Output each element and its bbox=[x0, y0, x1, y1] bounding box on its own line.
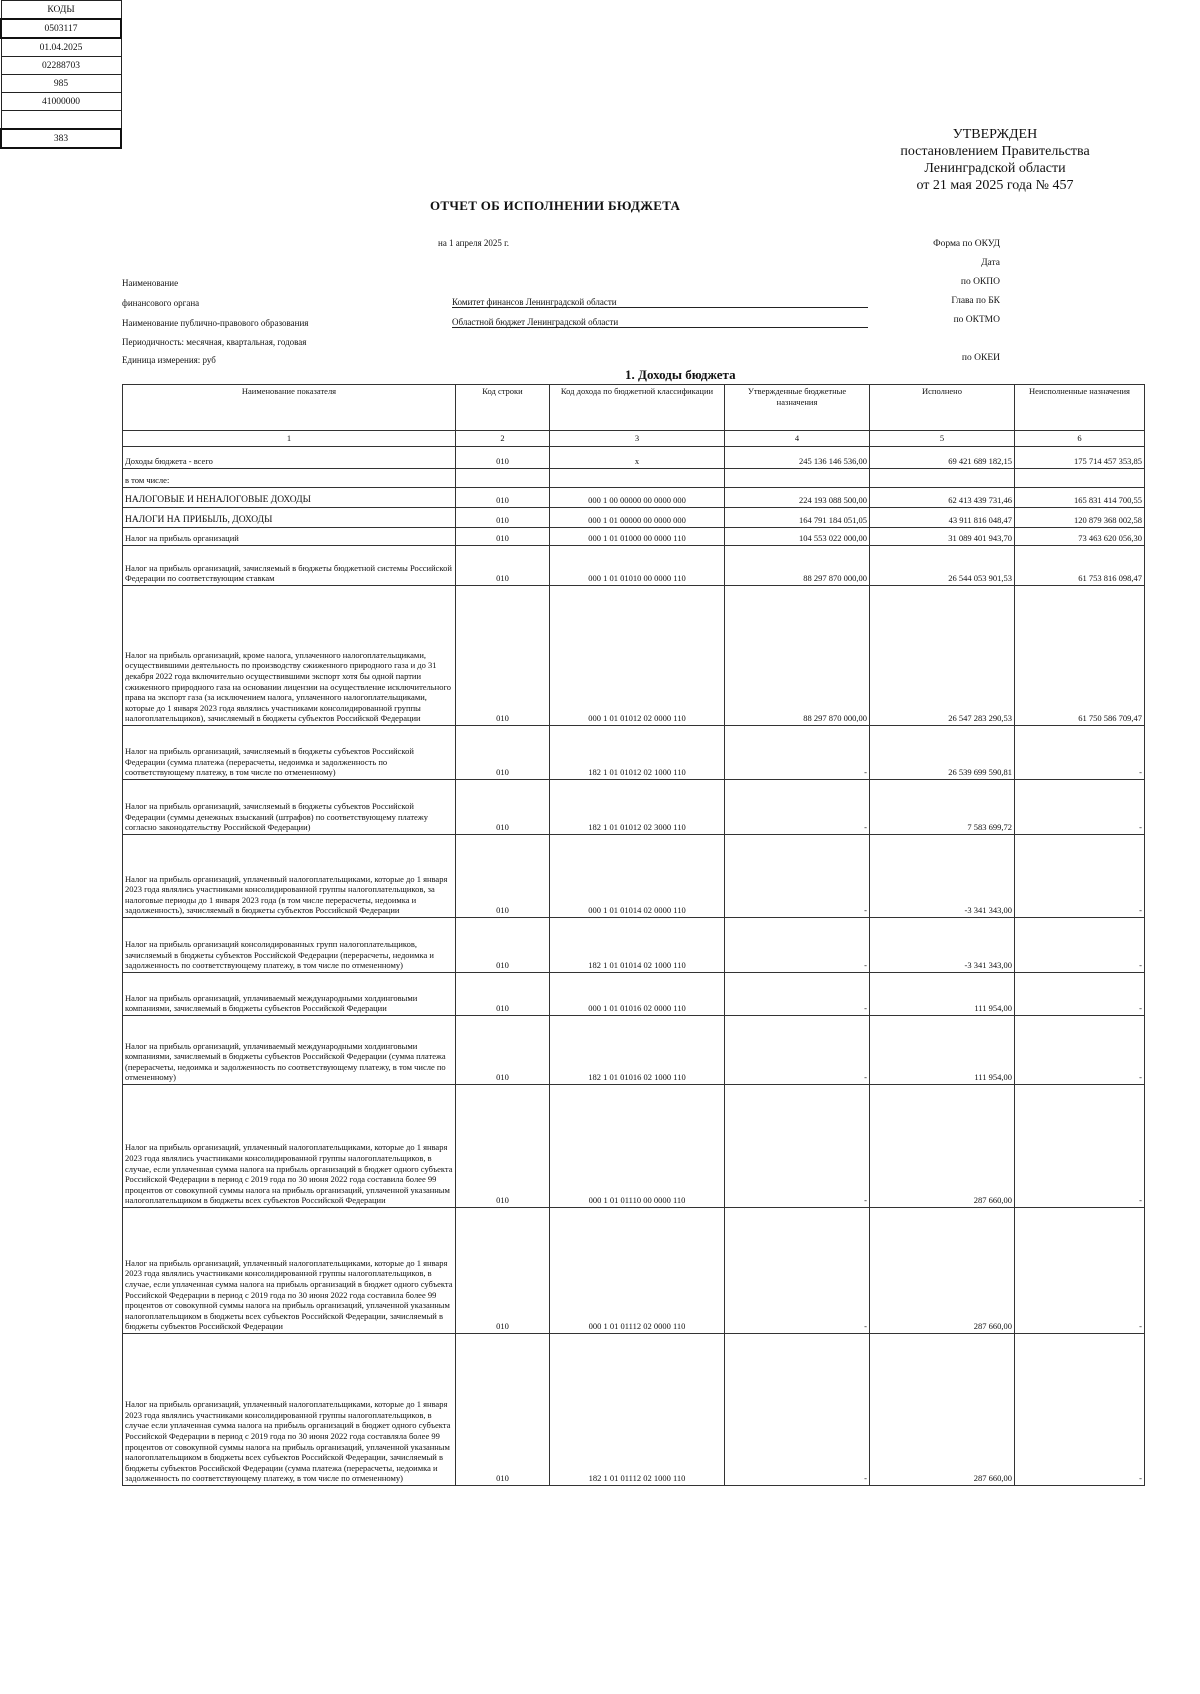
code-label-oktmo: по ОКТМО bbox=[953, 315, 1000, 325]
table-row bbox=[123, 447, 1145, 469]
row-budget-code: 182 1 01 01014 02 1000 110 bbox=[550, 918, 725, 973]
row-name: Налог на прибыль организаций, уплаченный налогоплательщиками, которые до 1 января 2023 года являлись участниками консолидированной группы налогоплательщиков, за налоговые периоды до 1 января 2023 года (в том числе перерасчеты, недоимка и задолженность), зачисляемый в бюджеты субъектов Российской Федерации bbox=[123, 835, 456, 918]
code-label-okei: по ОКЕИ bbox=[961, 353, 1000, 363]
row-unexecuted: - bbox=[1015, 780, 1145, 835]
row-unexecuted: 61 750 586 709,47 bbox=[1015, 586, 1145, 726]
row-executed: -3 341 343,00 bbox=[870, 918, 1015, 973]
row-unexecuted: 73 463 620 056,30 bbox=[1015, 528, 1145, 546]
row-executed: 111 954,00 bbox=[870, 1016, 1015, 1085]
row-executed: 287 660,00 bbox=[870, 1208, 1015, 1334]
row-name: Налог на прибыль организаций, уплачиваемый международными холдинговыми компаниями, зачисляемый в бюджеты субъектов Российской Федерации (сумма платежа (перерасчеты, недоимка и задолженность по соответствующему платежу, в том числе по отмененному) bbox=[123, 1016, 456, 1085]
row-unexecuted: 175 714 457 353,85 bbox=[1015, 447, 1145, 469]
row-approved: 245 136 146 536,00 bbox=[725, 447, 870, 469]
approval-line-1: УТВЕРЖДЕН bbox=[952, 127, 1038, 142]
row-line-code: 010 bbox=[456, 835, 550, 918]
row-name: Налог на прибыль организаций bbox=[123, 528, 456, 546]
name-label-1: Наименование bbox=[122, 278, 179, 288]
row-line-code: 010 bbox=[456, 546, 550, 586]
row-line-code: 010 bbox=[456, 508, 550, 528]
row-line-code: 010 bbox=[456, 918, 550, 973]
col-number: 2 bbox=[456, 431, 550, 447]
col-header-line: Код строки bbox=[456, 385, 550, 431]
row-unexecuted: - bbox=[1015, 835, 1145, 918]
row-line-code: 010 bbox=[456, 973, 550, 1016]
row-name: Налог на прибыль организаций, уплачиваемый международными холдинговыми компаниями, зачисляемый в бюджеты субъектов Российской Федерации bbox=[123, 973, 456, 1016]
row-budget-code: 000 1 01 00000 00 0000 000 bbox=[550, 508, 725, 528]
row-budget-code: x bbox=[550, 447, 725, 469]
row-line-code: 010 bbox=[456, 780, 550, 835]
table-row bbox=[123, 973, 1145, 1016]
approval-line-2: постановлением Правительства bbox=[900, 144, 1090, 159]
table-row bbox=[123, 1334, 1145, 1486]
row-name: Доходы бюджета - всего bbox=[123, 447, 456, 469]
table-row bbox=[123, 1016, 1145, 1085]
table-row bbox=[123, 835, 1145, 918]
table-row bbox=[123, 1085, 1145, 1208]
row-executed bbox=[870, 469, 1015, 488]
row-budget-code: 182 1 01 01012 02 1000 110 bbox=[550, 726, 725, 780]
row-line-code: 010 bbox=[456, 1208, 550, 1334]
row-executed: 26 544 053 901,53 bbox=[870, 546, 1015, 586]
row-name: в том числе: bbox=[123, 469, 456, 488]
row-unexecuted: - bbox=[1015, 973, 1145, 1016]
row-name: Налог на прибыль организаций, уплаченный налогоплательщиками, которые до 1 января 2023 года являлись участниками консолидированной группы налогоплательщиков, в случае, если уплаченная сумма налога на прибыль организаций в бюджет одного субъекта Российской Федерации в период с 2019 года по 30 июня 2022 года составила более 99 процентов от совокупной суммы налога на прибыль организаций, уплаченной указанным налогоплательщиком в бюджеты всех субъектов Российской Федерации bbox=[123, 1085, 456, 1208]
row-executed: 287 660,00 bbox=[870, 1085, 1015, 1208]
col-number: 5 bbox=[870, 431, 1015, 447]
table-row bbox=[123, 918, 1145, 973]
code-okpo: 02288703 bbox=[1, 57, 121, 75]
table-row bbox=[123, 1208, 1145, 1334]
approval-line-4: от 21 мая 2025 года № 457 bbox=[916, 178, 1074, 193]
col-header-code: Код дохода по бюджетной классификации bbox=[550, 385, 725, 431]
table-row bbox=[123, 780, 1145, 835]
col-number: 4 bbox=[725, 431, 870, 447]
row-approved: - bbox=[725, 1016, 870, 1085]
code-label-date: Дата bbox=[981, 258, 1000, 268]
unit-of-measure: Единица измерения: руб bbox=[122, 355, 216, 365]
row-line-code: 010 bbox=[456, 1085, 550, 1208]
row-unexecuted: - bbox=[1015, 726, 1145, 780]
row-approved: 224 193 088 500,00 bbox=[725, 488, 870, 508]
section-title: 1. Доходы бюджета bbox=[625, 367, 736, 382]
row-budget-code: 000 1 01 01012 02 0000 110 bbox=[550, 586, 725, 726]
row-approved: 164 791 184 051,05 bbox=[725, 508, 870, 528]
row-budget-code: 000 1 01 01112 02 0000 110 bbox=[550, 1208, 725, 1334]
code-oktmo: 41000000 bbox=[1, 93, 121, 111]
code-label-bk: Глава по БК bbox=[951, 296, 1000, 306]
code-okud: 0503117 bbox=[1, 19, 121, 38]
col-header-executed: Исполнено bbox=[870, 385, 1015, 431]
code-label-okpo: по ОКПО bbox=[960, 277, 1000, 287]
public-entity-value: Областной бюджет Ленинградской области bbox=[452, 317, 868, 328]
row-executed: 31 089 401 943,70 bbox=[870, 528, 1015, 546]
row-executed: 26 547 283 290,53 bbox=[870, 586, 1015, 726]
row-line-code: 010 bbox=[456, 586, 550, 726]
code-date: 01.04.2025 bbox=[1, 38, 121, 57]
public-entity-label: Наименование публично-правового образования bbox=[122, 318, 309, 328]
row-name: Налог на прибыль организаций, зачисляемый в бюджеты бюджетной системы Российской Федерации по соответствующим ставкам bbox=[123, 546, 456, 586]
row-line-code: 010 bbox=[456, 528, 550, 546]
report-date: на 1 апреля 2025 г. bbox=[438, 238, 510, 248]
row-budget-code: 000 1 01 01000 00 0000 110 bbox=[550, 528, 725, 546]
row-line-code: 010 bbox=[456, 726, 550, 780]
row-line-code: 010 bbox=[456, 488, 550, 508]
row-budget-code: 182 1 01 01012 02 3000 110 bbox=[550, 780, 725, 835]
col-number: 6 bbox=[1015, 431, 1145, 447]
periodicity: Периодичность: месячная, квартальная, годовая bbox=[122, 337, 307, 347]
row-executed: 69 421 689 182,15 bbox=[870, 447, 1015, 469]
col-number: 3 bbox=[550, 431, 725, 447]
row-approved: 88 297 870 000,00 bbox=[725, 586, 870, 726]
approval-block bbox=[870, 126, 1120, 194]
row-approved: - bbox=[725, 918, 870, 973]
row-unexecuted bbox=[1015, 469, 1145, 488]
row-unexecuted: 61 753 816 098,47 bbox=[1015, 546, 1145, 586]
codes-header: КОДЫ bbox=[1, 1, 121, 20]
row-name: НАЛОГОВЫЕ И НЕНАЛОГОВЫЕ ДОХОДЫ bbox=[123, 488, 456, 508]
row-approved: - bbox=[725, 973, 870, 1016]
table-row bbox=[123, 726, 1145, 780]
row-approved: - bbox=[725, 1334, 870, 1486]
code-empty bbox=[1, 111, 121, 130]
row-approved: - bbox=[725, 726, 870, 780]
codes-table bbox=[0, 0, 122, 149]
table-row bbox=[123, 586, 1145, 726]
row-name: Налог на прибыль организаций, кроме налога, уплаченного налогоплательщиками, осуществившими деятельность по производству сжиженного природного газа и до 31 декабря 2022 года включительно осуществившими экспорт хотя бы одной партии сжиженного природного газа на основании лицензии на осуществление исключительного права на экспорт газа (за исключением налога, уплаченного налогоплательщиками, которые до 1 января 2023 года являлись участниками консолидированной группы налогоплательщиков), зачисляемый в бюджеты субъектов Российской Федерации bbox=[123, 586, 456, 726]
col-number: 1 bbox=[123, 431, 456, 447]
row-budget-code: 000 1 01 01014 02 0000 110 bbox=[550, 835, 725, 918]
row-budget-code: 000 1 01 01016 02 0000 110 bbox=[550, 973, 725, 1016]
row-name: Налог на прибыль организаций, зачисляемый в бюджеты субъектов Российской Федерации (суммы денежных взысканий (штрафов) по соответствующему платежу согласно законодательству Российской Федерации) bbox=[123, 780, 456, 835]
row-approved: - bbox=[725, 1208, 870, 1334]
table-row bbox=[123, 528, 1145, 546]
row-approved bbox=[725, 469, 870, 488]
row-budget-code bbox=[550, 469, 725, 488]
document-title: ОТЧЕТ ОБ ИСПОЛНЕНИИ БЮДЖЕТА bbox=[430, 198, 681, 213]
col-header-unexecuted: Неисполненные назначения bbox=[1015, 385, 1145, 431]
row-approved: - bbox=[725, 780, 870, 835]
row-executed: 62 413 439 731,46 bbox=[870, 488, 1015, 508]
name-label-2: финансового органа bbox=[122, 298, 200, 308]
row-budget-code: 000 1 00 00000 00 0000 000 bbox=[550, 488, 725, 508]
row-name: Налог на прибыль организаций, зачисляемый в бюджеты субъектов Российской Федерации (сумма платежа (перерасчеты, недоимка и задолженность по соответствующему платежу, в том числе по отмененному) bbox=[123, 726, 456, 780]
row-executed: 26 539 699 590,81 bbox=[870, 726, 1015, 780]
income-table bbox=[122, 384, 1145, 1486]
row-unexecuted: - bbox=[1015, 918, 1145, 973]
row-name: Налог на прибыль организаций, уплаченный налогоплательщиками, которые до 1 января 2023 года являлись участниками консолидированной группы налогоплательщиков, в случае, если уплаченная сумма налога на прибыль организаций в бюджет одного субъекта Российской Федерации в период с 2019 года по 30 июня 2022 года составила более 99 процентов от совокупной суммы налога на прибыль организаций, уплаченной указанным налогоплательщиком в бюджеты всех субъектов Российской Федерации, зачисляемый в бюджеты субъектов Российской Федерации bbox=[123, 1208, 456, 1334]
table-row bbox=[123, 469, 1145, 488]
row-executed: 287 660,00 bbox=[870, 1334, 1015, 1486]
row-budget-code: 000 1 01 01010 00 0000 110 bbox=[550, 546, 725, 586]
col-header-name: Наименование показателя bbox=[123, 385, 456, 431]
fin-organ-value: Комитет финансов Ленинградской области bbox=[452, 297, 868, 308]
row-unexecuted: - bbox=[1015, 1085, 1145, 1208]
row-approved: - bbox=[725, 1085, 870, 1208]
row-executed: 43 911 816 048,47 bbox=[870, 508, 1015, 528]
row-approved: 88 297 870 000,00 bbox=[725, 546, 870, 586]
row-name: НАЛОГИ НА ПРИБЫЛЬ, ДОХОДЫ bbox=[123, 508, 456, 528]
row-approved: - bbox=[725, 835, 870, 918]
row-name: Налог на прибыль организаций консолидированных групп налогоплательщиков, зачисляемый в бюджеты субъектов Российской Федерации (перерасчеты, недоимка и задолженность по соответствующему платежу, в том числе по отмененному) bbox=[123, 918, 456, 973]
row-name: Налог на прибыль организаций, уплаченный налогоплательщиками, которые до 1 января 2023 года являлись участниками консолидированной группы налогоплательщиков, в случае если уплаченная сумма налога на прибыль организаций в бюджет одного субъекта Российской Федерации в период с 2019 года по 30 июня 2022 года составляла более 99 процентов от совокупной суммы налога на прибыль организаций, уплаченной указанным налогоплательщиком в бюджеты всех субъектов Российской Федерации, зачисляемый в бюджеты субъектов Российской Федерации (сумма платежа (перерасчеты, недоимка и задолженность по соответствующему платежу, в том числе по отмененному) bbox=[123, 1334, 456, 1486]
row-executed: 111 954,00 bbox=[870, 973, 1015, 1016]
col-header-approved: Утвержденные бюджетные назначения bbox=[725, 385, 870, 431]
row-line-code: 010 bbox=[456, 447, 550, 469]
row-executed: 7 583 699,72 bbox=[870, 780, 1015, 835]
row-unexecuted: 165 831 414 700,55 bbox=[1015, 488, 1145, 508]
code-label-okud: Форма по ОКУД bbox=[933, 239, 1000, 249]
code-bk: 985 bbox=[1, 75, 121, 93]
row-line-code bbox=[456, 469, 550, 488]
row-line-code: 010 bbox=[456, 1334, 550, 1486]
table-row bbox=[123, 488, 1145, 508]
row-unexecuted: - bbox=[1015, 1016, 1145, 1085]
row-unexecuted: 120 879 368 002,58 bbox=[1015, 508, 1145, 528]
row-approved: 104 553 022 000,00 bbox=[725, 528, 870, 546]
table-row bbox=[123, 546, 1145, 586]
table-row bbox=[123, 508, 1145, 528]
row-budget-code: 182 1 01 01016 02 1000 110 bbox=[550, 1016, 725, 1085]
row-line-code: 010 bbox=[456, 1016, 550, 1085]
row-executed: -3 341 343,00 bbox=[870, 835, 1015, 918]
row-budget-code: 182 1 01 01112 02 1000 110 bbox=[550, 1334, 725, 1486]
code-okei: 383 bbox=[1, 129, 121, 148]
row-budget-code: 000 1 01 01110 00 0000 110 bbox=[550, 1085, 725, 1208]
row-unexecuted: - bbox=[1015, 1334, 1145, 1486]
approval-line-3: Ленинградской области bbox=[924, 161, 1066, 176]
row-unexecuted: - bbox=[1015, 1208, 1145, 1334]
